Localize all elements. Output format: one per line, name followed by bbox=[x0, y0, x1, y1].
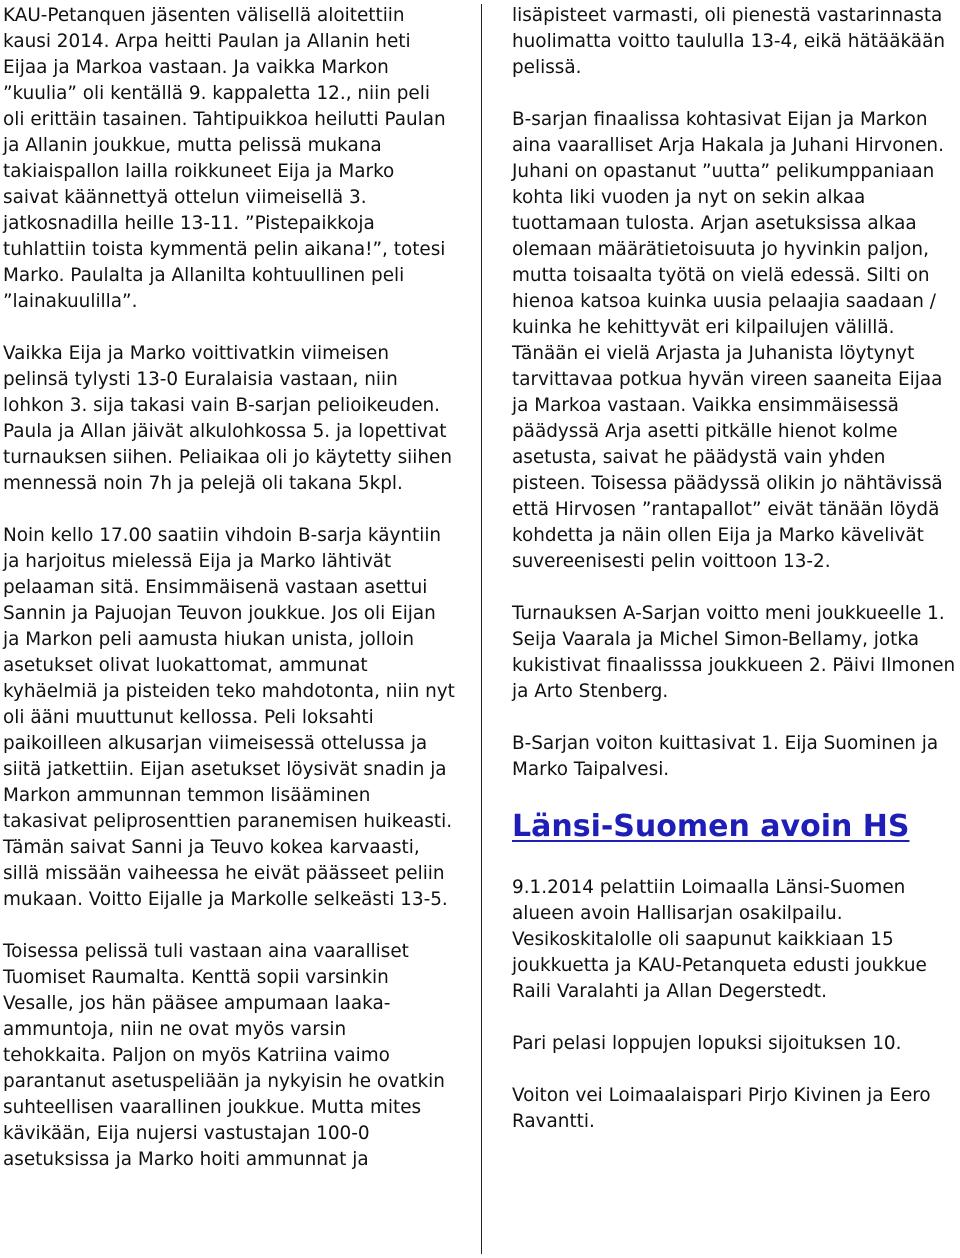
section-heading: Länsi-Suomen avoin HS bbox=[512, 809, 910, 844]
column-divider bbox=[481, 4, 482, 1254]
left-column bbox=[3, 0, 455, 1199]
right-paragraph-2: B-sarjan finaalissa kohtasivat Eijan ja Markon aina vaaralliset Arja Hakala ja Juhani Hirvonen. Juhani on opastanut ”uutta” pelikumppaniaan kohta liki vuoden ja nyt on sekin alkaa tuottamaan tulosta. Arjan asetuksissa alkaa olemaan määrätietoisuuta jo hyvinkin paljon, mutta toisaalta työtä on vielä edessä. Silti on hienoa katsoa kuinka uusia pelaajia saadaan / kuinka he kehittyvät eri kilpailujen välillä. Tänään ei vielä Arjasta ja Juhanista löytynyt tarvittavaa potkua hyvän vireen saaneita Eijaa ja Markoa vastaan. Vaikka ensimmäisessä päädyssä Arja asetti pitkälle hienot kolme asetusta, saivat he päädystä vain yhden pisteen. Toisessa päädyssä olikin jo nähtävissä että Hirvosen ”rantapallot” eivät tänään löydä kohdetta ja näin ollen Eija ja Marko kävelivät suvereenisesti pelin voittoon 13-2. bbox=[512, 109, 944, 572]
right-paragraph-5: 9.1.2014 pelattiin Loimaalla Länsi-Suomen alueen avoin Hallisarjan osakilpailu. Vesikoskitalolle oli saapunut kaikkiaan 15 joukkuetta ja KAU-Petanqueta edusti joukkue Raili Varalahti ja Allan Degerstedt. bbox=[512, 877, 927, 1002]
left-paragraph-4: Toisessa pelissä tuli vastaan aina vaaralliset Tuomiset Raumalta. Kenttä sopii varsinkin Vesalle, jos hän pääsee ampumaan laaka-ammuntoja, niin ne ovat myös varsin tehokkaita. Paljon on myös Katriina vaimo parantanut asetuspeliään ja nykyisin he ovatkin suhteellisen vaarallinen joukkue. Mutta mites kävikään, Eija nujersi vastustajan 100-0 asetuksissa ja Marko hoiti ammunnat ja bbox=[3, 941, 445, 1170]
right-paragraph-6: Pari pelasi loppujen lopuksi sijoituksen 10. bbox=[512, 1033, 902, 1054]
right-paragraph-7: Voiton vei Loimaalaispari Pirjo Kivinen ja Eero Ravantti. bbox=[512, 1085, 931, 1132]
left-paragraph-2: Vaikka Eija ja Marko voittivatkin viimeisen pelinsä tylysti 13-0 Euralaisia vastaan, niin lohkon 3. sija takasi vain B-sarjan pelioikeuden. Paula ja Allan jäivät alkulohkossa 5. ja lopettivat turnauksen siihen. Peliaikaa oli jo käytetty siihen mennessä noin 7h ja pelejä oli takana 5kpl. bbox=[3, 343, 453, 494]
right-paragraph-4: B-Sarjan voiton kuittasivat 1. Eija Suominen ja Marko Taipalvesi. bbox=[512, 733, 939, 780]
right-paragraph-3: Turnauksen A-Sarjan voitto meni joukkueelle 1. Seija Vaarala ja Michel Simon-Bellamy, jotka kukistivat finaalisssa joukkueen 2. Päivi Ilmonen ja Arto Stenberg. bbox=[512, 603, 956, 702]
right-paragraph-1: lisäpisteet varmasti, oli pienestä vastarinnasta huolimatta voitto taululla 13-4, eikä hätääkään pelissä. bbox=[512, 5, 945, 78]
left-paragraph-1: KAU-Petanquen jäsenten välisellä aloitettiin kausi 2014. Arpa heitti Paulan ja Allanin heti Eijaa ja Markoa vastaan. Ja vaikka Markon ”kuulia” oli kentällä 9. kappaletta 12., niin peli oli erittäin tasainen. Tahtipuikkoa heilutti Paulan ja Allanin joukkue, mutta pelissä mukana takiaispallon lailla roikkuneet Eija ja Marko saivat käännettyä ottelun viimeisellä 3. jatkosnadilla heille 13-11. ”Pistepaikkoja tuhlattiin toista kymmentä pelin aikana!”, totesi Marko. Paulalta ja Allanilta kohtuullinen peli ”lainakuulilla”. bbox=[3, 5, 446, 312]
right-column bbox=[512, 0, 957, 1161]
left-paragraph-3: Noin kello 17.00 saatiin vihdoin B-sarja käyntiin ja harjoitus mielessä Eija ja Marko lähtivät pelaaman sitä. Ensimmäisenä vastaan asettui Sannin ja Pajuojan Teuvon joukkue. Jos oli Eijan ja Markon peli aamusta hiukan unista, jolloin asetukset olivat luokattomat, ammunat kyhäelmiä ja pisteiden teko mahdotonta, niin nyt oli ääni muuttunut kellossa. Peli loksahti paikoilleen alkusarjan viimeisessä ottelussa ja siitä jatkettiin. Eijan asetukset löysivät snadin ja Markon ammunnan temmon lisääminen takasivat peliprosenttien paranemisen huikeasti. Tämän saivat Sanni ja Teuvo kokea karvaasti, sillä missään vaiheessa he eivät päässeet peliin mukaan. Voitto Eijalle ja Markolle selkeästi 13-5. bbox=[3, 525, 455, 910]
